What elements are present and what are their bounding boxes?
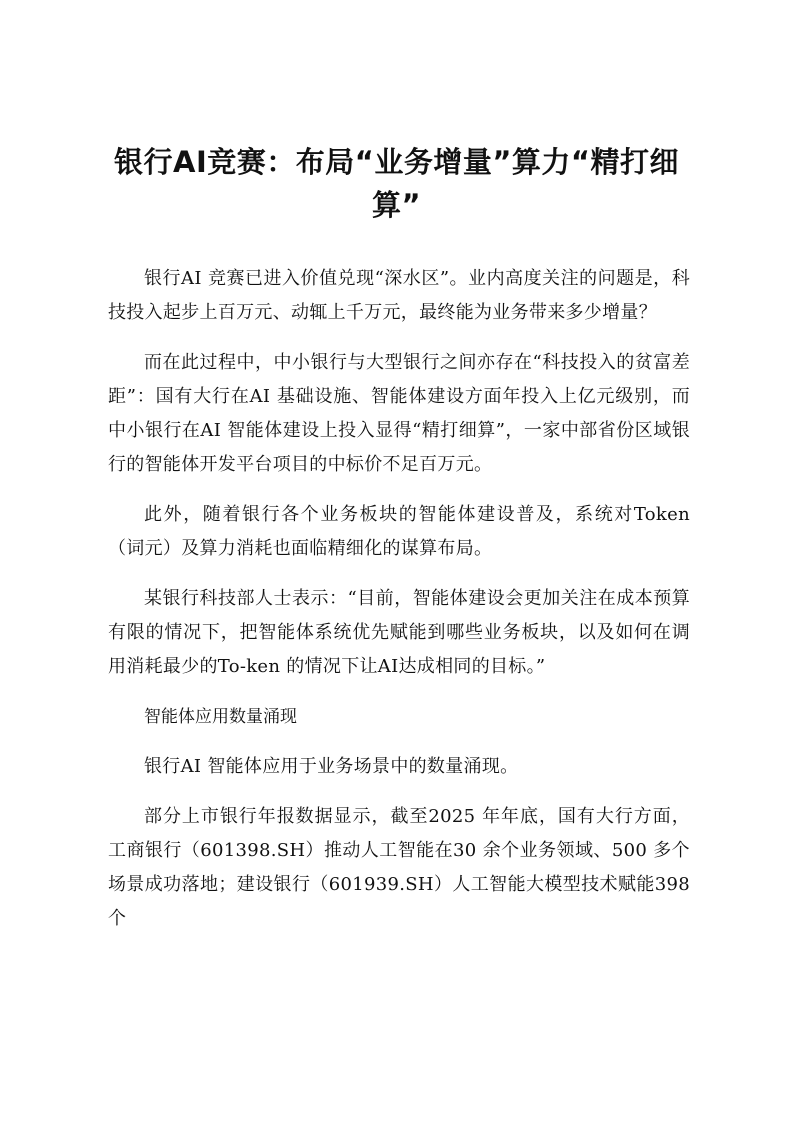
article-body <box>108 262 690 952</box>
section-subheading: 智能体应用数量涌现 <box>144 707 297 727</box>
paragraph: 部分上市银行年报数据显示，截至2025 年年底，国有大行方面，工商银行（601398.SH）推动人工智能在30 余个业务领域、500 多个场景成功落地；建设银行（601939.SH）人工智能大模型技术赋能398 个 <box>108 806 690 929</box>
article-title: 银行AI竞赛：布局“业务增量”算力“精打细算” <box>114 145 679 222</box>
paragraph: 此外，随着银行各个业务板块的智能体建设普及，系统对Token（词元）及算力消耗也面临精细化的谋算布局。 <box>108 504 690 559</box>
paragraph: 银行AI 竞赛已进入价值兑现“深水区”。业内高度关注的问题是，科技投入起步上百万元、动辄上千万元，最终能为业务带来多少增量？ <box>108 268 690 323</box>
paragraph: 而在此过程中，中小银行与大型银行之间亦存在“科技投入的贫富差距”：国有大行在AI 基础设施、智能体建设方面年投入上亿元级别，而中小银行在AI 智能体建设上投入显得“精打细算”，一家中部省份区域银行的智能体开发平台项目的中标价不足百万元。 <box>108 352 690 475</box>
paragraph: 银行AI 智能体应用于业务场景中的数量涌现。 <box>144 756 519 777</box>
paragraph: 某银行科技部人士表示：“目前，智能体建设会更加关注在成本预算有限的情况下，把智能体系统优先赋能到哪些业务板块，以及如何在调用消耗最少的To-ken 的情况下让AI达成相同的目标。” <box>108 588 690 677</box>
